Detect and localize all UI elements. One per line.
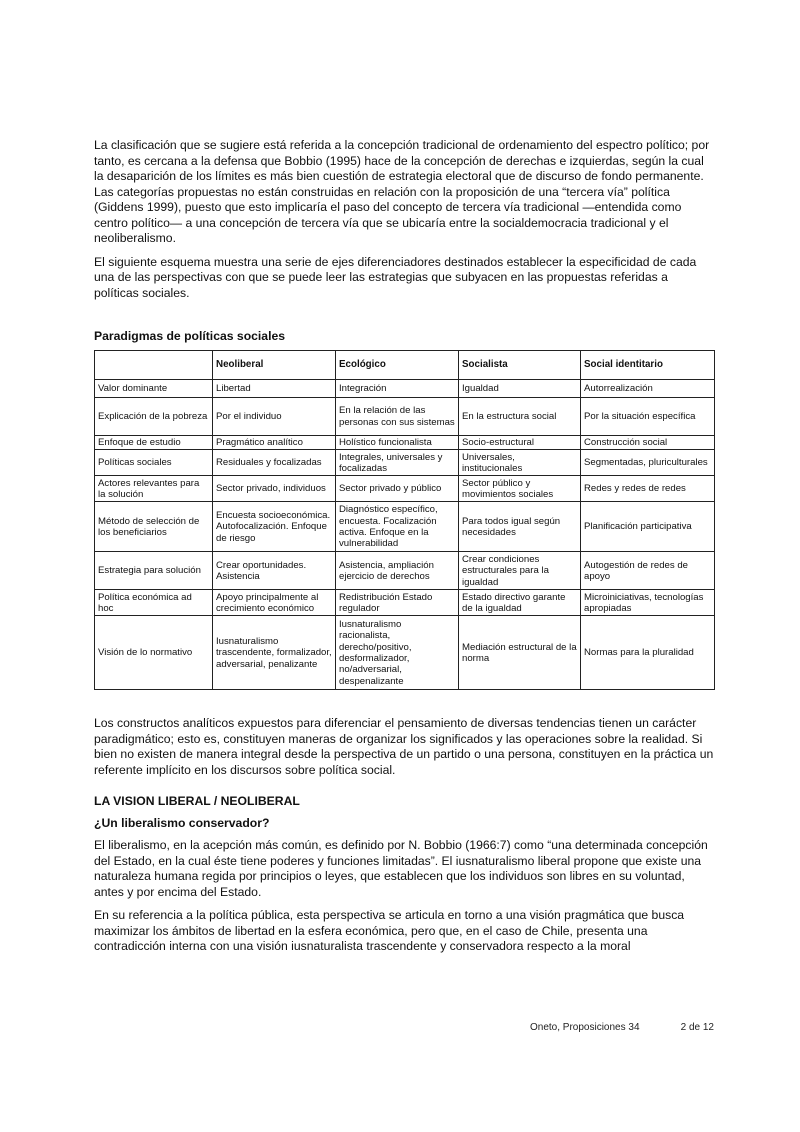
table-row: [95, 552, 715, 590]
table-cell: Socio-estructural: [459, 436, 581, 450]
table-cell: Construcción social: [581, 436, 715, 450]
table-cell: Por el individuo: [213, 398, 336, 436]
table-row: [95, 450, 715, 476]
table-cell: Autogestión de redes de apoyo: [581, 552, 715, 590]
table-cell: Asistencia, ampliación ejercicio de derechos: [336, 552, 459, 590]
table-cell: Sector privado, individuos: [213, 476, 336, 502]
table-cell: Integración: [336, 380, 459, 398]
table-cell: Normas para la pluralidad: [581, 616, 715, 690]
row-label: Actores relevantes para la solución: [95, 476, 213, 502]
table-cell: Autorrealización: [581, 380, 715, 398]
subheading: ¿Un liberalismo conservador?: [94, 816, 270, 831]
table-cell: En la estructura social: [459, 398, 581, 436]
table-cell: Planificación participativa: [581, 502, 715, 552]
document-page: [94, 138, 714, 963]
footer-source: Oneto, Proposiciones 34: [530, 1022, 640, 1033]
header-neoliberal: Neoliberal: [213, 351, 336, 380]
row-label: Estrategia para solución: [95, 552, 213, 590]
table-cell: Integrales, universales y focalizadas: [336, 450, 459, 476]
liberalism-paragraph: El liberalismo, en la acepción más común, es definido por N. Bobbio (1966:7) como “una determinada concepción del Estado, en la cual éste tiene poderes y funciones limitadas”. El iusnaturalismo liberal propone que existe una naturaleza humana regida por principios o leyes, que establecen que los individuos son libres en su voluntad, antes y por encima del Estado.: [94, 838, 708, 899]
table-cell: Redes y redes de redes: [581, 476, 715, 502]
table-header-row: [95, 351, 715, 380]
row-label: Visión de lo normativo: [95, 616, 213, 690]
table-row: [95, 616, 715, 690]
table-cell: Igualdad: [459, 380, 581, 398]
policy-paragraph: En su referencia a la política pública, esta perspectiva se articula en torno a una visión pragmática que busca maximizar los ámbitos de libertad en la esfera económica, pero que, en el caso de Chile, presenta una contradicción interna con una visión iusnaturalista trascendente y conservadora respecto a la moral: [94, 908, 685, 954]
table-cell: Sector público y movimientos sociales: [459, 476, 581, 502]
table-cell: Diagnóstico específico, encuesta. Focalización activa. Enfoque en la vulnerabilidad: [336, 502, 459, 552]
header-socialista: Socialista: [459, 351, 581, 380]
row-label: Método de selección de los beneficiarios: [95, 502, 213, 552]
table-cell: Redistribución Estado regulador: [336, 590, 459, 616]
intro-paragraph-1: La clasificación que se sugiere está referida a la concepción tradicional de ordenamiento del espectro político; por tanto, es cercana a la defensa que Bobbio (1995) hace de la concepción de derechas e izquierdas, según la cual la desaparición de los límites es más bien cuestión de estrategia electoral que de discurso de fondo permanente. Las categorías propuestas no están construidas en relación con la proposición de una “tercera vía” política (Giddens 1999), puesto que esto implicaría el paso del concepto de tercera vía tradicional —entendida como centro político— a una concepción de tercera vía que se ubicaría entre la socialdemocracia tradicional y el neoliberalismo.: [94, 138, 710, 245]
table-cell: Estado directivo garante de la igualdad: [459, 590, 581, 616]
table-cell: En la relación de las personas con sus sistemas: [336, 398, 459, 436]
table-cell: Mediación estructural de la norma: [459, 616, 581, 690]
table-cell: Crear oportunidades. Asistencia: [213, 552, 336, 590]
table-cell: Pragmático analítico: [213, 436, 336, 450]
intro-paragraph-2: El siguiente esquema muestra una serie de ejes diferenciadores destinados establecer la especificidad de cada una de las perspectivas con que se puede leer las estrategias que subyacen en las propuestas referidas a políticas sociales.: [94, 254, 697, 300]
table-row: [95, 476, 715, 502]
table-cell: Iusnaturalismo racionalista, derecho/positivo, desformalizador, no/adversarial, despenalizante: [336, 616, 459, 690]
table-cell: Universales, institucionales: [459, 450, 581, 476]
table-row: [95, 590, 715, 616]
header-ecologico: Ecológico: [336, 351, 459, 380]
table-row: [95, 380, 715, 398]
section-heading: LA VISION LIBERAL / NEOLIBERAL: [94, 794, 300, 809]
paradigms-table: [94, 350, 715, 690]
header-social-identitario: Social identitario: [581, 351, 715, 380]
table-cell: Encuesta socioeconómica. Autofocalización. Enfoque de riesgo: [213, 502, 336, 552]
table-cell: Libertad: [213, 380, 336, 398]
page-footer: [530, 1022, 714, 1033]
table-row: [95, 502, 715, 552]
page-number: 2 de 12: [680, 1022, 714, 1033]
table-cell: Crear condiciones estructurales para la igualdad: [459, 552, 581, 590]
table-cell: Holístico funcionalista: [336, 436, 459, 450]
analysis-paragraph: Los constructos analíticos expuestos para diferenciar el pensamiento de diversas tendencias tienen un carácter paradigmático; esto es, constituyen maneras de organizar los significados y las operaciones sobre la realidad. Si bien no existen de manera integral desde la perspectiva de un partido o una persona, constituyen en la práctica un referente implícito en los discursos sobre política social.: [94, 716, 714, 777]
table-cell: Para todos igual según necesidades: [459, 502, 581, 552]
table-cell: Iusnaturalismo trascendente, formalizador, adversarial, penalizante: [213, 616, 336, 690]
row-label: Política económica ad hoc: [95, 590, 213, 616]
table-row: [95, 436, 715, 450]
row-label: Explicación de la pobreza: [95, 398, 213, 436]
table-cell: Por la situación específica: [581, 398, 715, 436]
table-cell: Sector privado y público: [336, 476, 459, 502]
row-label: Valor dominante: [95, 380, 213, 398]
table-cell: Segmentadas, pluriculturales: [581, 450, 715, 476]
table-cell: Microiniciativas, tecnologías apropiadas: [581, 590, 715, 616]
table-title: Paradigmas de políticas sociales: [94, 329, 286, 343]
row-label: Enfoque de estudio: [95, 436, 213, 450]
header-cell-empty: [95, 351, 213, 380]
table-cell: Residuales y focalizadas: [213, 450, 336, 476]
table-row: [95, 398, 715, 436]
row-label: Políticas sociales: [95, 450, 213, 476]
table-cell: Apoyo principalmente al crecimiento económico: [213, 590, 336, 616]
